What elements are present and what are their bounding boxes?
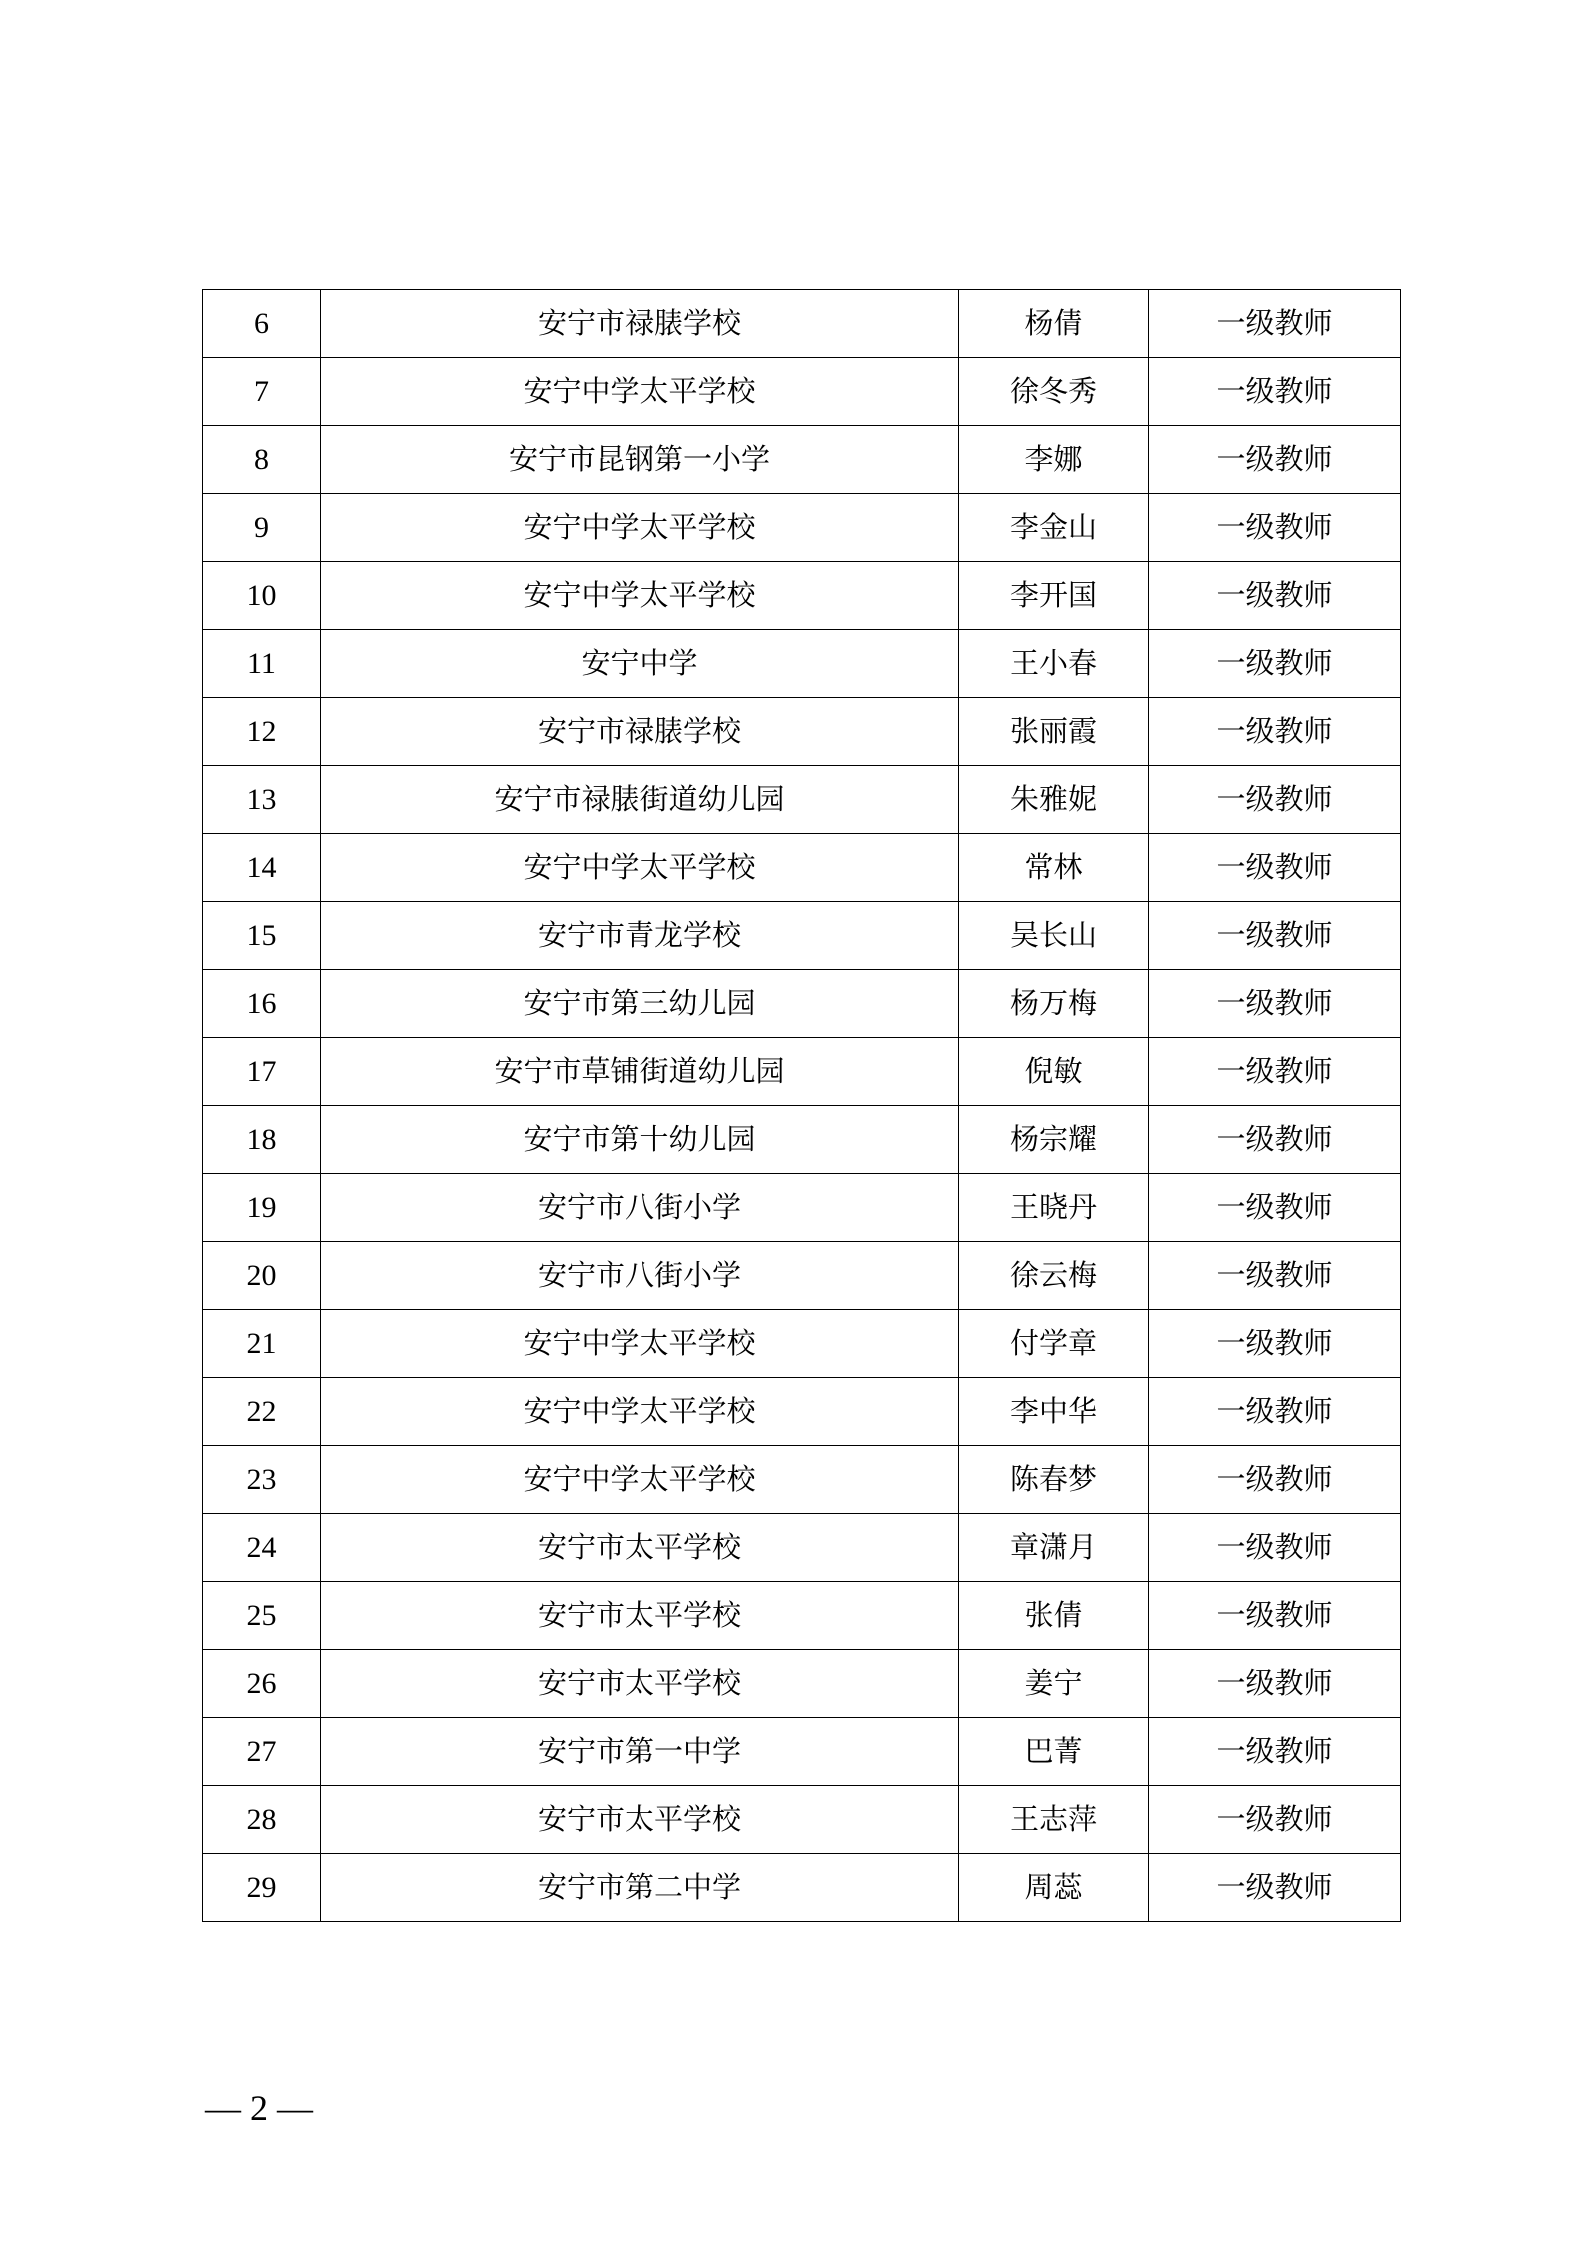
table-row (203, 1514, 1401, 1582)
page-number: — 2 — (205, 2088, 313, 2128)
school-cell: 安宁市八街小学 (321, 1242, 959, 1310)
teacher-title-cell: 一级教师 (1149, 766, 1401, 834)
row-number-cell: 28 (203, 1786, 321, 1854)
row-number-cell: 7 (203, 358, 321, 426)
school-cell: 安宁市禄脿街道幼儿园 (321, 766, 959, 834)
teacher-title-cell: 一级教师 (1149, 834, 1401, 902)
teacher-title-cell: 一级教师 (1149, 1310, 1401, 1378)
teacher-title-cell: 一级教师 (1149, 1106, 1401, 1174)
school-cell: 安宁中学太平学校 (321, 562, 959, 630)
teacher-title-cell: 一级教师 (1149, 1786, 1401, 1854)
table-row (203, 630, 1401, 698)
teacher-title-cell: 一级教师 (1149, 1582, 1401, 1650)
teacher-name-cell: 朱雅妮 (959, 766, 1149, 834)
school-cell: 安宁市第三幼儿园 (321, 970, 959, 1038)
table-row (203, 1242, 1401, 1310)
school-cell: 安宁中学太平学校 (321, 834, 959, 902)
teacher-title-cell: 一级教师 (1149, 698, 1401, 766)
school-cell: 安宁市第一中学 (321, 1718, 959, 1786)
teacher-name-cell: 李中华 (959, 1378, 1149, 1446)
table-row (203, 834, 1401, 902)
school-cell: 安宁市禄脿学校 (321, 698, 959, 766)
school-cell: 安宁市太平学校 (321, 1786, 959, 1854)
school-cell: 安宁市草铺街道幼儿园 (321, 1038, 959, 1106)
row-number-cell: 21 (203, 1310, 321, 1378)
row-number-cell: 13 (203, 766, 321, 834)
teacher-name-cell: 王晓丹 (959, 1174, 1149, 1242)
teacher-title-cell: 一级教师 (1149, 494, 1401, 562)
teacher-name-cell: 姜宁 (959, 1650, 1149, 1718)
teacher-title-cell: 一级教师 (1149, 1446, 1401, 1514)
table-row (203, 1106, 1401, 1174)
row-number-cell: 27 (203, 1718, 321, 1786)
table-row (203, 698, 1401, 766)
table-row (203, 1582, 1401, 1650)
row-number-cell: 16 (203, 970, 321, 1038)
table-row (203, 1650, 1401, 1718)
row-number-cell: 14 (203, 834, 321, 902)
table-row (203, 562, 1401, 630)
teacher-name-cell: 吴长山 (959, 902, 1149, 970)
teacher-name-cell: 杨万梅 (959, 970, 1149, 1038)
row-number-cell: 29 (203, 1854, 321, 1922)
table-row (203, 970, 1401, 1038)
school-cell: 安宁市青龙学校 (321, 902, 959, 970)
row-number-cell: 9 (203, 494, 321, 562)
table-row (203, 494, 1401, 562)
teacher-title-cell: 一级教师 (1149, 426, 1401, 494)
teacher-title-cell: 一级教师 (1149, 290, 1401, 358)
teacher-title-cell: 一级教师 (1149, 1854, 1401, 1922)
row-number-cell: 8 (203, 426, 321, 494)
school-cell: 安宁市第二中学 (321, 1854, 959, 1922)
teacher-title-cell: 一级教师 (1149, 1514, 1401, 1582)
table-row (203, 290, 1401, 358)
school-cell: 安宁中学太平学校 (321, 1446, 959, 1514)
row-number-cell: 20 (203, 1242, 321, 1310)
table-row (203, 1786, 1401, 1854)
school-cell: 安宁中学 (321, 630, 959, 698)
teacher-title-cell: 一级教师 (1149, 1242, 1401, 1310)
teacher-title-cell: 一级教师 (1149, 630, 1401, 698)
school-cell: 安宁市昆钢第一小学 (321, 426, 959, 494)
roster-table-body (203, 290, 1401, 1922)
school-cell: 安宁中学太平学校 (321, 1310, 959, 1378)
school-cell: 安宁市太平学校 (321, 1514, 959, 1582)
teacher-name-cell: 张丽霞 (959, 698, 1149, 766)
table-row (203, 902, 1401, 970)
row-number-cell: 26 (203, 1650, 321, 1718)
table-row (203, 426, 1401, 494)
row-number-cell: 15 (203, 902, 321, 970)
table-row (203, 1310, 1401, 1378)
row-number-cell: 11 (203, 630, 321, 698)
table-row (203, 1854, 1401, 1922)
row-number-cell: 6 (203, 290, 321, 358)
teacher-title-cell: 一级教师 (1149, 1718, 1401, 1786)
teacher-name-cell: 付学章 (959, 1310, 1149, 1378)
teacher-name-cell: 巴菁 (959, 1718, 1149, 1786)
school-cell: 安宁市太平学校 (321, 1582, 959, 1650)
row-number-cell: 17 (203, 1038, 321, 1106)
school-cell: 安宁市第十幼儿园 (321, 1106, 959, 1174)
teacher-name-cell: 周蕊 (959, 1854, 1149, 1922)
table-row (203, 1038, 1401, 1106)
teacher-name-cell: 王志萍 (959, 1786, 1149, 1854)
teacher-name-cell: 杨倩 (959, 290, 1149, 358)
teacher-title-cell: 一级教师 (1149, 1174, 1401, 1242)
teacher-title-cell: 一级教师 (1149, 902, 1401, 970)
table-row (203, 358, 1401, 426)
table-row (203, 1174, 1401, 1242)
teacher-name-cell: 倪敏 (959, 1038, 1149, 1106)
row-number-cell: 19 (203, 1174, 321, 1242)
teacher-name-cell: 王小春 (959, 630, 1149, 698)
teacher-title-cell: 一级教师 (1149, 1378, 1401, 1446)
teacher-title-cell: 一级教师 (1149, 1038, 1401, 1106)
row-number-cell: 12 (203, 698, 321, 766)
teacher-title-cell: 一级教师 (1149, 1650, 1401, 1718)
row-number-cell: 25 (203, 1582, 321, 1650)
teacher-name-cell: 徐云梅 (959, 1242, 1149, 1310)
teacher-title-cell: 一级教师 (1149, 562, 1401, 630)
row-number-cell: 10 (203, 562, 321, 630)
row-number-cell: 18 (203, 1106, 321, 1174)
teacher-title-cell: 一级教师 (1149, 970, 1401, 1038)
table-row (203, 1378, 1401, 1446)
teacher-name-cell: 李娜 (959, 426, 1149, 494)
teacher-name-cell: 章潇月 (959, 1514, 1149, 1582)
table-row (203, 1446, 1401, 1514)
teacher-name-cell: 徐冬秀 (959, 358, 1149, 426)
school-cell: 安宁市禄脿学校 (321, 290, 959, 358)
school-cell: 安宁中学太平学校 (321, 494, 959, 562)
teacher-name-cell: 李开国 (959, 562, 1149, 630)
row-number-cell: 23 (203, 1446, 321, 1514)
row-number-cell: 24 (203, 1514, 321, 1582)
school-cell: 安宁市八街小学 (321, 1174, 959, 1242)
teacher-name-cell: 张倩 (959, 1582, 1149, 1650)
school-cell: 安宁中学太平学校 (321, 358, 959, 426)
teacher-name-cell: 杨宗耀 (959, 1106, 1149, 1174)
table-row (203, 1718, 1401, 1786)
teacher-roster-table (202, 289, 1401, 1922)
teacher-name-cell: 陈春梦 (959, 1446, 1149, 1514)
teacher-name-cell: 李金山 (959, 494, 1149, 562)
school-cell: 安宁市太平学校 (321, 1650, 959, 1718)
school-cell: 安宁中学太平学校 (321, 1378, 959, 1446)
row-number-cell: 22 (203, 1378, 321, 1446)
teacher-title-cell: 一级教师 (1149, 358, 1401, 426)
table-row (203, 766, 1401, 834)
teacher-name-cell: 常林 (959, 834, 1149, 902)
